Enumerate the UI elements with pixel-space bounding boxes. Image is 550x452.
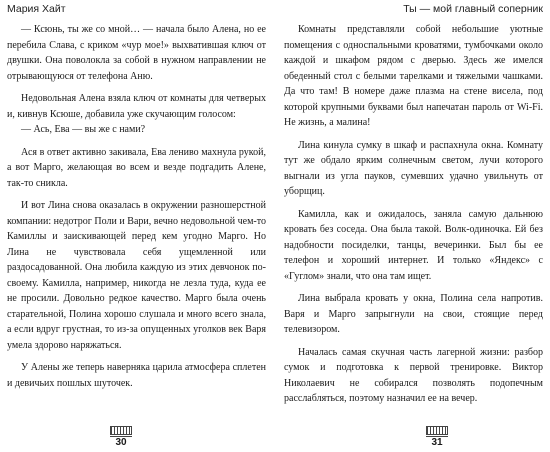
page-number: 30 xyxy=(110,436,132,448)
right-page xyxy=(284,0,543,452)
running-header-author: Мария Хайт xyxy=(7,3,66,15)
running-header-title: Ты — мой главный соперник xyxy=(403,3,543,15)
page-number-block xyxy=(426,426,448,448)
folio-grid-ornament xyxy=(110,426,132,435)
paragraph: Лина кинула сумку в шкаф и распахнула окна. Комнату тут же обдало ярким солнечным светом, лучи которого выгнали из угла пауков, сумевших удачно увильнуть от уборщиц. xyxy=(284,139,543,197)
right-page-text xyxy=(284,22,543,407)
folio-grid-ornament xyxy=(426,426,448,435)
paragraph: У Алены же теперь наверняка царила атмосфера сплетен и девичьих пошлых шуточек. xyxy=(7,362,266,389)
page-number-block xyxy=(110,426,132,448)
left-page-text xyxy=(7,22,266,391)
page-number: 31 xyxy=(426,436,448,448)
paragraph: Комнаты представляли собой небольшие уютные помещения с односпальными кроватями, тумбочками около каждой и шкафом рядом с дверью. Здесь же имелся обеденный стол с белыми тарелками и тяжелыми чашками. Да что там! В номере даже плазма на стене висела, под которой крупными буквами был напечатан пароль от Wi-Fi. Не жизнь, а малина! xyxy=(284,24,543,128)
paragraph: Ася в ответ активно закивала, Ева лениво махнула рукой, а вот Марго, желающая во всем и везде подгадить Алене, так-то сникла. xyxy=(7,146,266,189)
paragraph: — Ксюнь, ты же со мной… — начала было Алена, но ее перебила Слава, с криком «чур мое!» выхватившая ключ от двушки. Она поволокла за собой в нужном направлении не отрывающуюся от телефона Аню. xyxy=(7,24,266,82)
left-page xyxy=(7,0,266,452)
paragraph: Началась самая скучная часть лагерной жизни: разбор сумок и подготовка к первой тренировке. Виктор Николаевич не собирался позволять подопечным расслабляться, поэтому назначил ее на вечер. xyxy=(284,346,543,404)
paragraph: Камилла, как и ожидалось, заняла самую дальнюю кровать без соседа. Она была такой. Волк-одиночка. Ей без надобности посиделки, танцы, вечеринки. Был бы ее телефон и хороший интернет. И только «Яндекс» с «Гуглом» знали, что она там ищет. xyxy=(284,208,543,282)
paragraph: Недовольная Алена взяла ключ от комнаты для четверых и, кивнув Ксюше, добавила уже скучающим голосом: xyxy=(7,93,266,120)
paragraph: Лина выбрала кровать у окна, Полина села напротив. Варя и Марго запрыгнули на свои, стоящие перед телевизором. xyxy=(284,293,543,335)
paragraph: И вот Лина снова оказалась в окружении разношерстной компании: недотрог Поли и Вари, вечно недовольной чем-то Камиллы и заискивающей перед кем угодно Марго. Но Лина не чувствовала себя ущемленной или раздосадованной. Она любила каждую из этих девчонок по-своему. Камилла, например, никогда не лезла туда, куда ее не просили. Довольно редкое качество. Марго была очень старательной, Полина хорошо слушала и много всего знала, а если вдруг грустная, то из-за опущенных уголков век Варя умела здорово наряжаться. xyxy=(7,200,266,351)
paragraph: — Ась, Ева — вы же с нами? xyxy=(21,124,146,135)
